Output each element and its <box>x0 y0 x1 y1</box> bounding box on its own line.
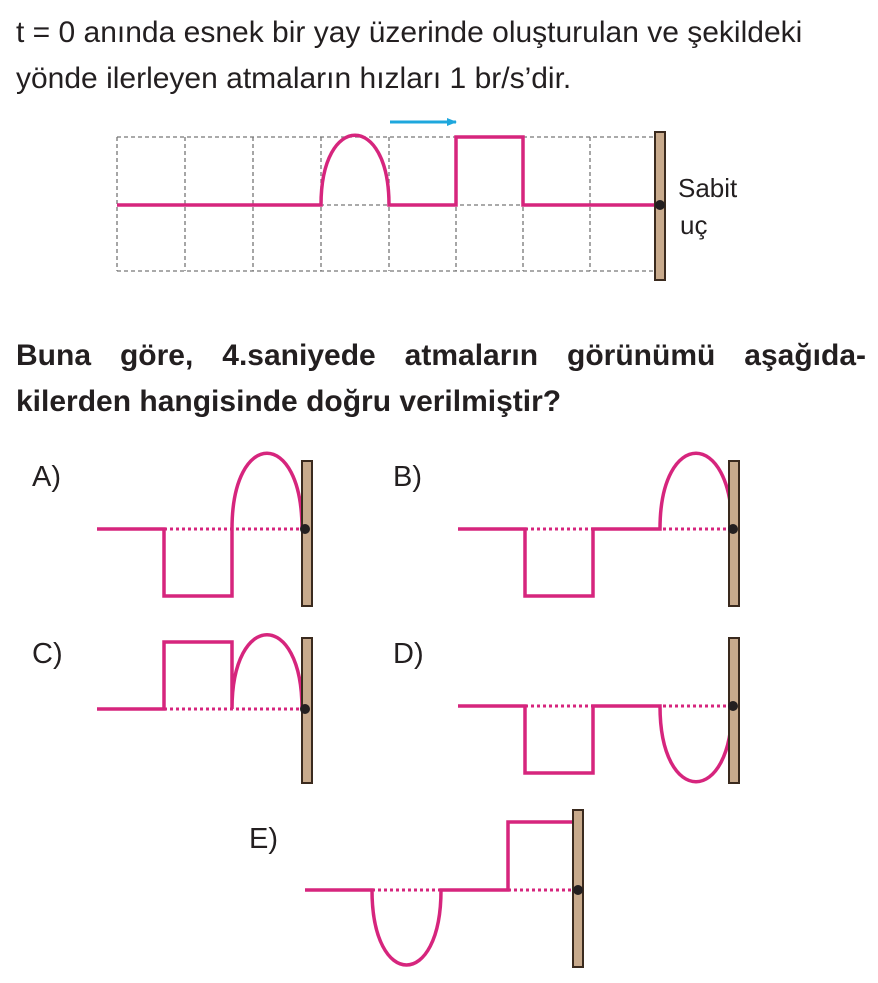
option-d[interactable] <box>393 638 739 783</box>
fixed-end-label-1: Sabit <box>678 173 738 203</box>
problem-line-2: yönde ilerleyen atmaların hızları 1 br/s’dir. <box>16 62 572 95</box>
option-a[interactable] <box>32 453 312 606</box>
question-line-2: kilerden hangisinde doğru verilmiştir? <box>16 385 562 418</box>
option-a-label: A) <box>32 461 61 493</box>
option-e-label: E) <box>249 823 278 855</box>
option-c-label: C) <box>32 638 63 670</box>
problem-line-1: t = 0 anında esnek bir yay üzerinde oluşturulan ve şekildeki <box>16 16 803 49</box>
option-d-label: D) <box>393 638 424 670</box>
fixed-end-point <box>655 200 665 210</box>
option-e[interactable] <box>249 810 583 967</box>
question-line-1: Buna göre, 4.saniyede atmaların görünümü aşağıda- <box>16 339 866 372</box>
option-b-label: B) <box>393 461 422 493</box>
fixed-end-label-2: uç <box>680 210 708 240</box>
option-b[interactable] <box>393 453 739 606</box>
option-c[interactable] <box>32 635 312 783</box>
